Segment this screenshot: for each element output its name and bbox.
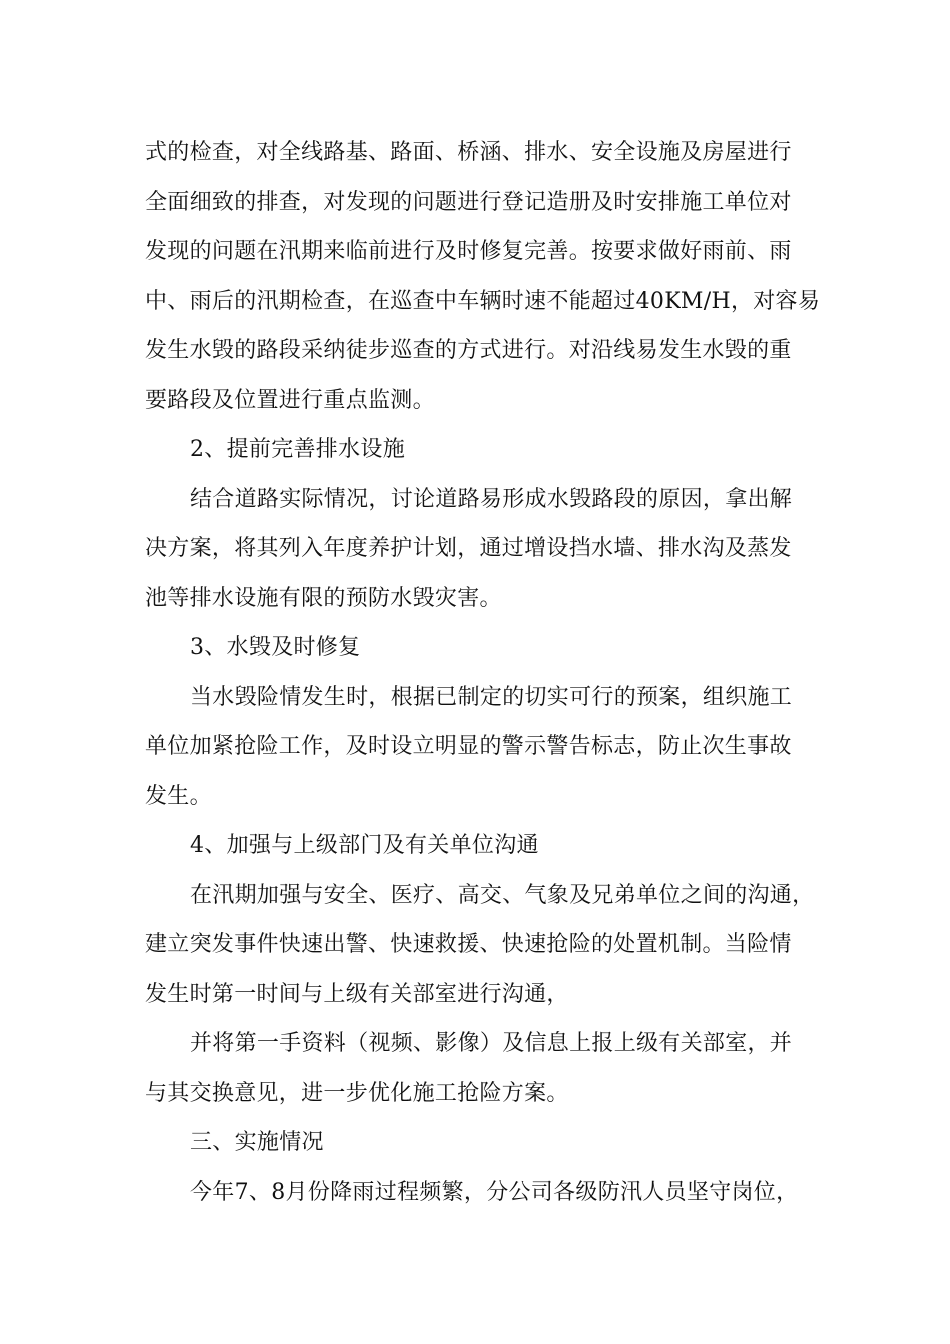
paragraph-line: 发现的问题在汛期来临前进行及时修复完善。按要求做好雨前、雨 (145, 239, 792, 264)
paragraph-line: 今年7、8月份降雨过程频繁，分公司各级防汛人员坚守岗位， (190, 1180, 799, 1205)
paragraph-line: 要路段及位置进行重点监测。 (145, 388, 435, 413)
paragraph-line: 当水毁险情发生时，根据已制定的切实可行的预案，组织施工 (190, 685, 793, 710)
paragraph-line: 池等排水设施有限的预防水毁灾害。 (145, 586, 502, 611)
paragraph-line: 在汛期加强与安全、医疗、高交、气象及兄弟单位之间的沟通， (190, 883, 815, 908)
paragraph-line: 并将第一手资料（视频、影像）及信息上报上级有关部室，并 (190, 1031, 793, 1056)
section-heading: 3、水毁及时修复 (190, 635, 361, 660)
paragraph-line: 与其交换意见，进一步优化施工抢险方案。 (145, 1081, 569, 1106)
section-heading: 4、加强与上级部门及有关单位沟通 (190, 833, 539, 858)
paragraph-line: 结合道路实际情况，讨论道路易形成水毁路段的原因，拿出解 (190, 487, 793, 512)
paragraph-line: 全面细致的排查，对发现的问题进行登记造册及时安排施工单位对 (145, 190, 792, 215)
paragraph-line: 建立突发事件快速出警、快速救援、快速抢险的处置机制。当险情 (145, 932, 792, 957)
paragraph-line: 式的检查，对全线路基、路面、桥涵、排水、安全设施及房屋进行 (145, 140, 792, 165)
paragraph-line: 中、雨后的汛期检查，在巡查中车辆时速不能超过40KM/H，对容易 (145, 289, 821, 314)
section-heading: 2、提前完善排水设施 (190, 437, 405, 462)
section-heading: 三、实施情况 (190, 1130, 324, 1155)
paragraph-line: 单位加紧抢险工作，及时设立明显的警示警告标志，防止次生事故 (145, 734, 792, 759)
paragraph-line: 决方案，将其列入年度养护计划，通过增设挡水墙、排水沟及蒸发 (145, 536, 792, 561)
paragraph-line: 发生。 (145, 784, 212, 809)
paragraph-line: 发生水毁的路段采纳徒步巡查的方式进行。对沿线易发生水毁的重 (145, 338, 792, 363)
paragraph-line: 发生时第一时间与上级有关部室进行沟通， (145, 982, 569, 1007)
